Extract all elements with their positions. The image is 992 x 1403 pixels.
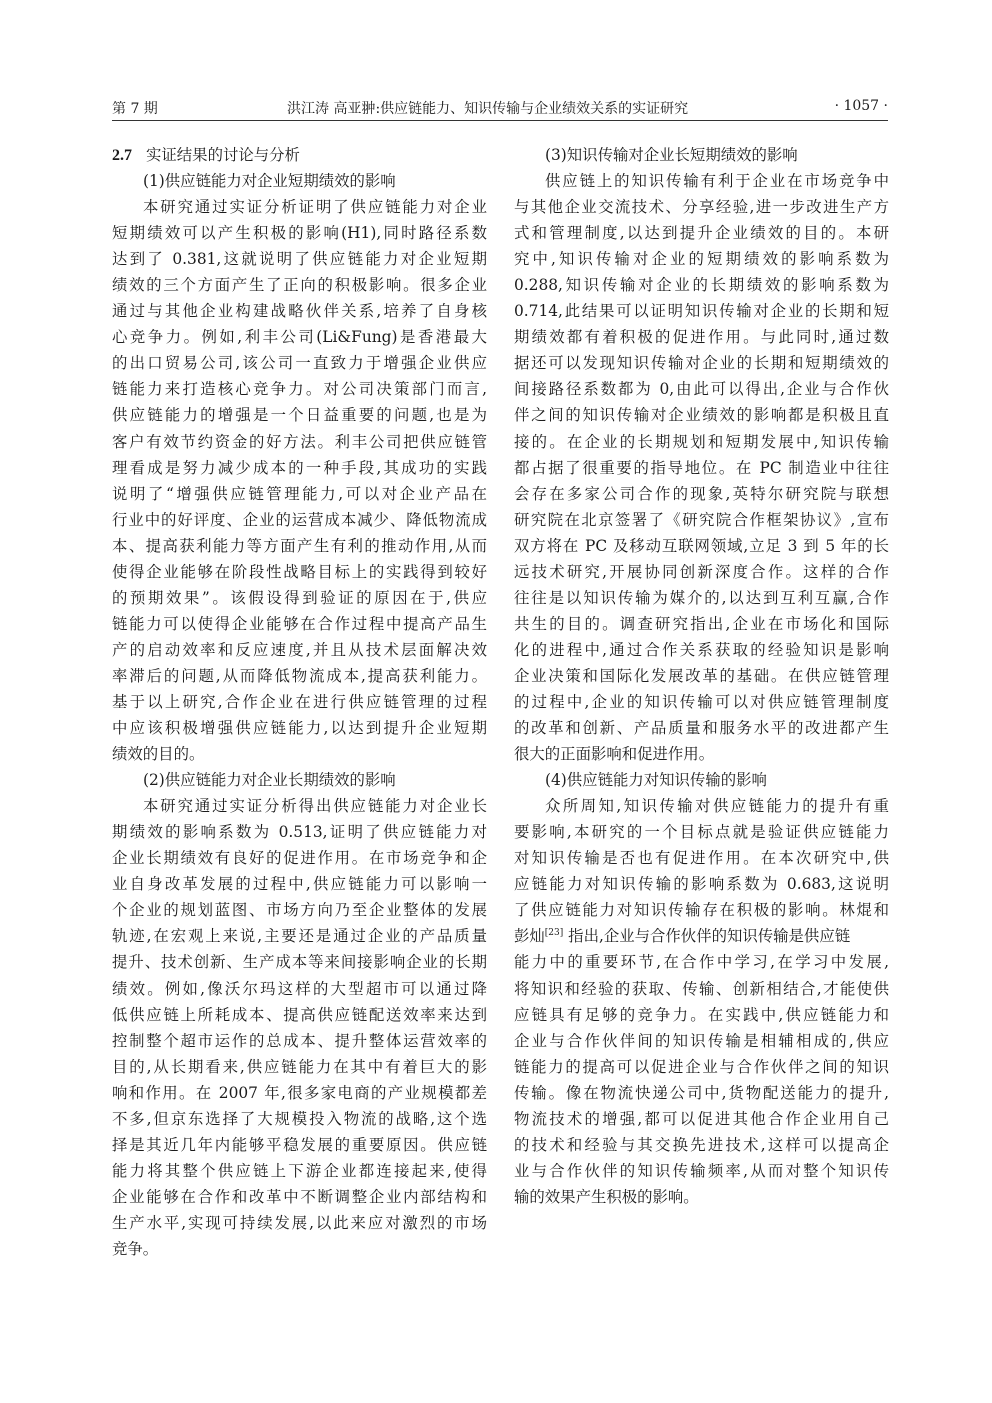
text-line: 本研究通过实证分析得出供应链能力对企业长 <box>143 797 487 816</box>
text-line: 心竞争力。例如,利丰公司(Li&Fung)是香港最大 <box>112 328 487 347</box>
text-line: 生产水平,实现可持续发展,以此来应对激烈的市场 <box>112 1213 487 1232</box>
text-line: 目的,从长期看来,供应链能力在其中有着巨大的影 <box>112 1057 487 1076</box>
issue-number: 第 7 期 <box>112 101 158 117</box>
text-line: 业与合作伙伴的知识传输频率,从而对整个知识传 <box>514 1161 889 1180</box>
section-heading <box>112 142 487 168</box>
author-name: 彭灿 <box>514 927 545 946</box>
text-line: 响和作用。在 2007 年,很多家电商的产业规模都差 <box>112 1083 487 1102</box>
text-line: 了供应链能力对知识传输存在积极的影响。林焜和 <box>514 901 889 920</box>
text-line: 竞争。 <box>112 1239 159 1258</box>
text-line: 供应链能力的增强是一个日益重要的问题,也是为 <box>112 406 487 425</box>
text-line: 绩效的三个方面产生了正向的积极影响。很多企业 <box>112 276 487 295</box>
text-line: 率滞后的问题,从而降低物流成本,提高获利能力。 <box>112 666 487 685</box>
text-line: 间接路径系数都为 0,由此可以得出,企业与合作伙 <box>514 380 889 399</box>
text-line: 达到了 0.381,这就说明了供应链能力对企业短期 <box>112 250 487 269</box>
text-line: 业自身改革发展的过程中,供应链能力可以影响一 <box>112 875 487 894</box>
citation-ref: [23] <box>544 928 564 939</box>
text-line: 个企业的规划蓝图、市场方向乃至企业整体的发展 <box>112 901 487 920</box>
text-line: 的技术和经验与其交换先进技术,这样可以提高企 <box>514 1135 889 1154</box>
text-line: 究中,知识传输对企业的短期绩效的影响系数为 <box>514 250 889 269</box>
text-line: 本研究通过实证分析证明了供应链能力对企业 <box>143 198 487 217</box>
text-line: 应链能力对知识传输的影响系数为 0.683,这说明 <box>514 875 889 894</box>
text-line: 研究院在北京签署了《研究院合作框架协议》,宣布 <box>514 510 889 529</box>
text-line: 的过程中,企业的知识传输可以对供应链管理制度 <box>514 692 889 711</box>
text-line: 对知识传输是否也有促进作用。在本次研究中,供 <box>514 849 889 868</box>
text-line: 远技术研究,开展协同创新深度合作。这样的合作 <box>514 562 889 581</box>
text-line: 提升、技术创新、生产成本等来间接影响企业的长期 <box>112 953 487 972</box>
citation-text: 指出,企业与合作伙伴的知识传输是供应链 <box>563 927 851 946</box>
subsection-heading: (2)供应链能力对企业长期绩效的影响 <box>143 771 396 790</box>
text-line: 期绩效都有着积极的促进作用。与此同时,通过数 <box>514 328 889 347</box>
text-line: 的出口贸易公司,该公司一直致力于增强企业供应 <box>112 354 487 373</box>
text-line: 会存在多家公司合作的现象,英特尔研究院与联想 <box>514 484 889 503</box>
text-line: 中应该积极增强供应链能力,以达到提升企业短期 <box>112 719 487 738</box>
text-line: 输的效果产生积极的影响。 <box>514 1187 699 1206</box>
text-line: 能力中的重要环节,在合作中学习,在学习中发展, <box>514 953 889 972</box>
text-line: 链能力来打造核心竞争力。对公司决策部门而言, <box>112 380 487 399</box>
text-line: 应链具有足够的竞争力。在实践中,供应链能力和 <box>514 1005 889 1024</box>
text-line-with-citation <box>514 923 889 949</box>
text-line: 基于以上研究,合作企业在进行供应链管理的过程 <box>112 692 487 711</box>
text-line: 使得企业能够在阶段性战略目标上的实践得到较好 <box>112 562 487 581</box>
page-number: · 1057 · <box>834 98 888 114</box>
text-line: 择是其近几年内能够平稳发展的重要原因。供应链 <box>112 1135 487 1154</box>
subsection-heading: (4)供应链能力对知识传输的影响 <box>545 771 767 790</box>
section-title: 实证结果的讨论与分析 <box>146 146 300 164</box>
text-line: 链能力的提高可以促进企业与合作伙伴之间的知识 <box>514 1057 889 1076</box>
section-number: 2.7 <box>112 147 132 164</box>
text-line: 能力将其整个供应链上下游企业都连接起来,使得 <box>112 1161 487 1180</box>
text-line: 绩效的目的。 <box>112 745 205 764</box>
right-column <box>514 142 889 1210</box>
text-line: 企业能够在合作和改革中不断调整企业内部结构和 <box>112 1187 487 1206</box>
text-line: 理看成是努力减少成本的一种手段,其成功的实践 <box>112 458 487 477</box>
text-line: 物流技术的增强,都可以促进其他合作企业用自己 <box>514 1109 889 1128</box>
text-line: 化的进程中,通过合作关系获取的经验知识是影响 <box>514 640 889 659</box>
left-column <box>112 142 487 1262</box>
text-line: 接的。在企业的长期规划和短期发展中,知识传输 <box>514 432 889 451</box>
text-line: 要影响,本研究的一个目标点就是验证供应链能力 <box>514 823 889 842</box>
text-line: 客户有效节约资金的好方法。利丰公司把供应链管 <box>112 432 487 451</box>
subsection-heading: (1)供应链能力对企业短期绩效的影响 <box>143 172 396 191</box>
text-line: 传输。像在物流快递公司中,货物配送能力的提升, <box>514 1083 889 1102</box>
text-line: 控制整个超市运作的总成本、提升整体运营效率的 <box>112 1031 487 1050</box>
text-line: 短期绩效可以产生积极的影响(H1),同时路径系数 <box>112 224 487 243</box>
text-line: 都占据了很重要的指导地位。在 PC 制造业中往往 <box>514 458 889 477</box>
text-line: 很大的正面影响和促进作用。 <box>514 745 715 764</box>
text-line: 本、提高获利能力等方面产生有利的推动作用,从而 <box>112 536 487 555</box>
subsection-heading: (3)知识传输对企业长短期绩效的影响 <box>545 146 798 164</box>
text-line: 通过与其他企业构建战略伙伴关系,培养了自身核 <box>112 302 487 321</box>
text-line: 企业与合作伙伴间的知识传输是相辅相成的,供应 <box>514 1031 889 1050</box>
text-line: 供应链上的知识传输有利于企业在市场竞争中 <box>545 172 889 191</box>
text-line: 伴之间的知识传输对企业绩效的影响都是积极且直 <box>514 406 889 425</box>
text-line: 众所周知,知识传输对供应链能力的提升有重 <box>545 797 889 816</box>
text-line: 企业长期绩效有良好的促进作用。在市场竞争和企 <box>112 849 487 868</box>
text-line: 期绩效的影响系数为 0.513,证明了供应链能力对 <box>112 823 487 842</box>
text-line: 的改革和创新、产品质量和服务水平的改进都产生 <box>514 719 889 738</box>
text-line: 产的启动效率和反应速度,并且从技术层面解决效 <box>112 640 487 659</box>
text-line: 绩效。例如,像沃尔玛这样的大型超市可以通过降 <box>112 979 487 998</box>
text-line: 低供应链上所耗成本、提高供应链配送效率来达到 <box>112 1005 487 1024</box>
text-line: 双方将在 PC 及移动互联网领域,立足 3 到 5 年的长 <box>514 536 889 555</box>
text-line: 式和管理制度,以达到提升企业绩效的目的。本研 <box>514 224 889 243</box>
text-line: 共生的目的。调查研究指出,企业在市场化和国际 <box>514 614 889 633</box>
running-title: 洪江涛 高亚翀:供应链能力、知识传输与企业绩效关系的实证研究 <box>287 101 689 117</box>
text-line: 往往是以知识传输为媒介的,以达到互利互赢,合作 <box>514 588 889 607</box>
text-line: 据还可以发现知识传输对企业的长期和短期绩效的 <box>514 354 889 373</box>
text-line: 行业中的好评度、企业的运营成本减少、降低物流成 <box>112 510 487 529</box>
text-line: 将知识和经验的获取、传输、创新相结合,才能使供 <box>514 979 889 998</box>
running-header <box>112 96 888 121</box>
text-line: 0.288,知识传输对企业的长期绩效的影响系数为 <box>514 276 889 295</box>
text-line: 轨迹,在宏观上来说,主要还是通过企业的产品质量 <box>112 927 487 946</box>
text-line: 与其他企业交流技术、分享经验,进一步改进生产方 <box>514 198 889 217</box>
text-line: 企业决策和国际化发展改革的基础。在供应链管理 <box>514 666 889 685</box>
text-line: 不多,但京东选择了大规模投入物流的战略,这个选 <box>112 1109 487 1128</box>
text-line: 0.714,此结果可以证明知识传输对企业的长期和短 <box>514 302 889 321</box>
text-line: 链能力可以使得企业能够在合作过程中提高产品生 <box>112 614 487 633</box>
text-line: 的预期效果”。该假设得到验证的原因在于,供应 <box>112 588 487 607</box>
text-line: 说明了“增强供应链管理能力,可以对企业产品在 <box>112 484 487 503</box>
